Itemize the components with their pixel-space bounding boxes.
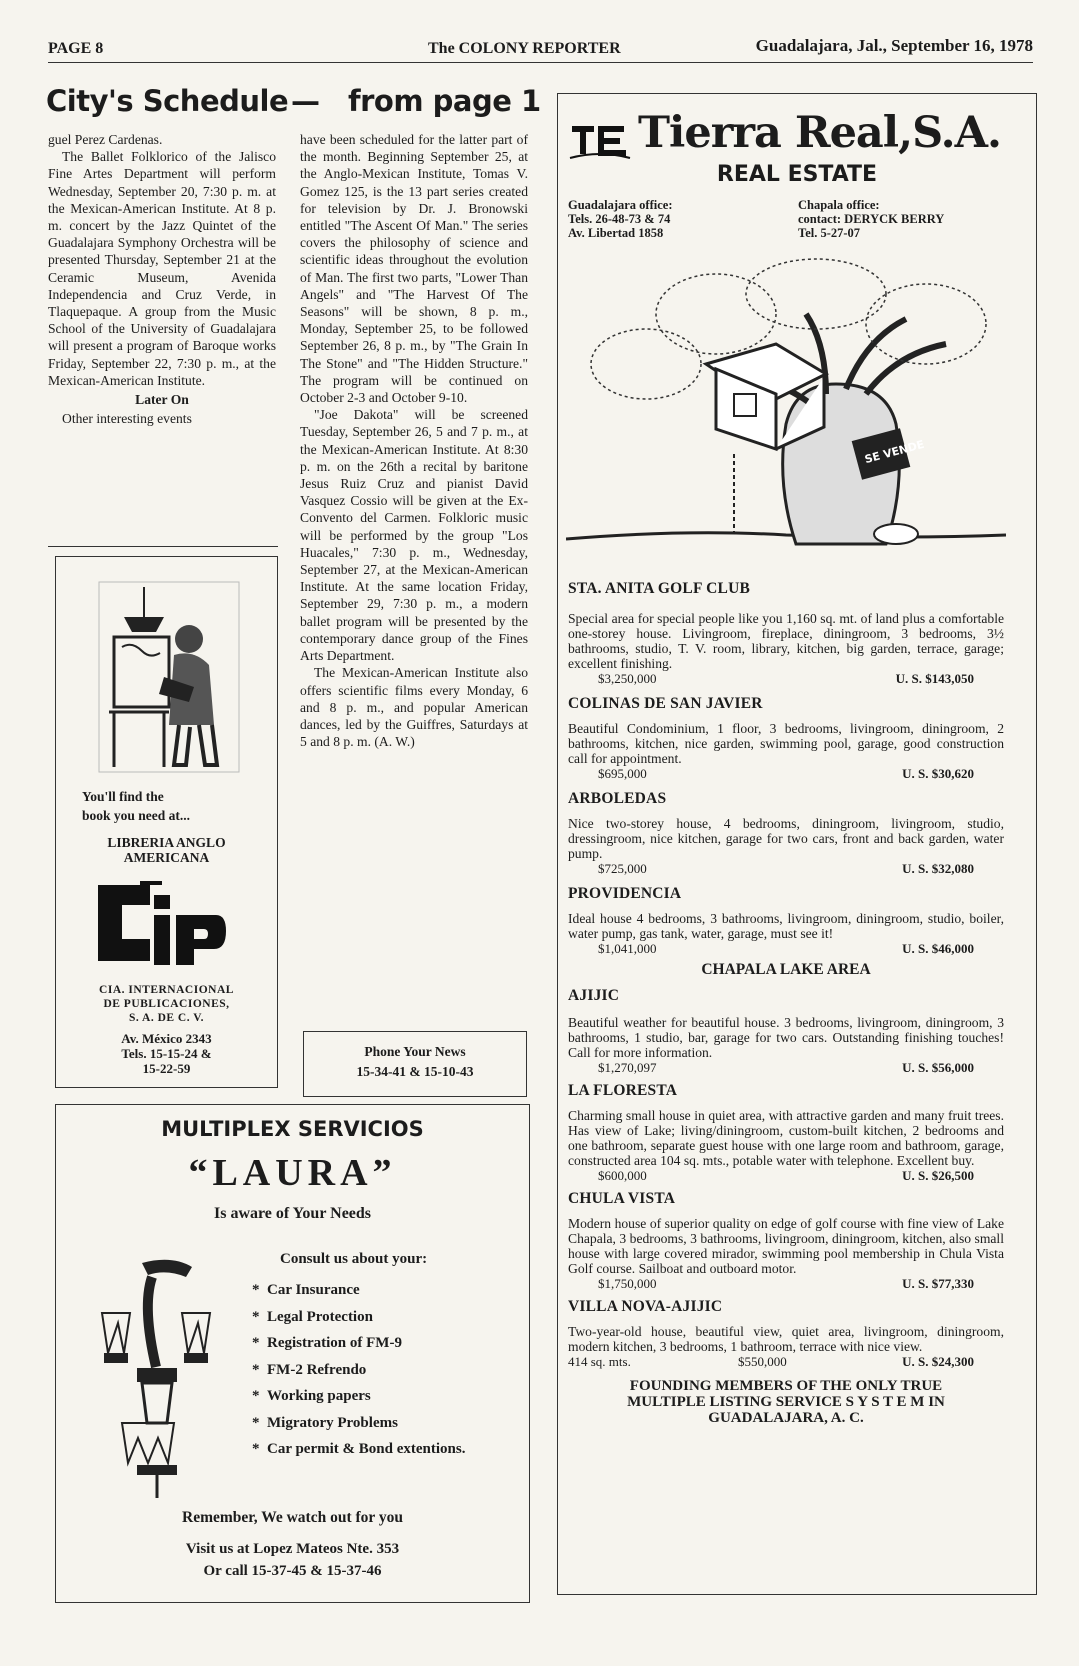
- services-list: [252, 1277, 502, 1458]
- gdl-office-label: Guadalajara office:: [568, 198, 673, 212]
- service-item: * Legal Protection: [252, 1308, 373, 1325]
- reader-illustration: [94, 577, 244, 777]
- article-column-2: [300, 131, 528, 750]
- bookstore-tagline: [82, 787, 190, 825]
- listing: [568, 695, 1004, 780]
- multiplex-title: MULTIPLEX SERVICIOS: [161, 1117, 424, 1141]
- listing-price: [568, 1168, 1004, 1182]
- article-subhead: Later On: [135, 392, 189, 408]
- newspaper-name: The COLONY REPORTER: [428, 40, 621, 57]
- service-item: * Car permit & Bond extentions.: [252, 1441, 466, 1457]
- price-pesos: $1,270,097: [598, 1060, 657, 1075]
- bookstore-name-line-2: AMERICANA: [123, 850, 210, 865]
- bookstore-contact: [56, 1031, 277, 1076]
- bookstore-address: Av. México 2343: [121, 1031, 212, 1046]
- column-divider: [48, 546, 278, 547]
- listing-description: Nice two-storey house, 4 bedrooms, diningroom, livingroom, studio, dressingroom, nice kitchen, garage for two cars, front and back garden, water pump.: [568, 816, 1004, 861]
- article-paragraph: have been scheduled for the latter part of the month. Beginning September 25, at the Anglo-Mexican Institute, Tomas V. Gomez 125, is the 13 part series created for television by Dr. J. Bronowski entitled "The Ascent Of Man." The series covers the philosophy of science and scientific ideas throughout the evolution of Man. The first two parts, "Lower Than Angels" and "The Harvest Of The Seasons" will be shown, 8 p. m., Monday, September 25, to be followed September 26, 8 p. m., by "The Grain In The Stone" and "The Hidden Structure." The program will be continued on October 2-3 and October 9-10.: [300, 132, 528, 406]
- price-pesos: $3,250,000: [598, 671, 657, 686]
- consult-heading: Consult us about your:: [280, 1251, 428, 1267]
- price-usd: U. S. $46,000: [902, 941, 974, 956]
- listing-name: CHULA VISTA: [568, 1190, 676, 1207]
- listing-name: VILLA NOVA-AJIJIC: [568, 1298, 723, 1315]
- call-line: Or call 15-37-45 & 15-37-46: [203, 1563, 382, 1579]
- price-pesos: $695,000: [598, 766, 647, 781]
- se-vende-sign: SE VENDE: [863, 437, 926, 467]
- service-item: * Registration of FM-9: [252, 1335, 402, 1351]
- bookstore-name: [56, 835, 277, 865]
- listing-price: [568, 1060, 1004, 1074]
- realestate-subtitle: REAL ESTATE: [716, 162, 878, 187]
- price-usd: U. S. $56,000: [902, 1060, 974, 1075]
- tagline-line-2: book you need at...: [82, 808, 191, 823]
- listing-name: LA FLORESTA: [568, 1082, 678, 1099]
- bookstore-company: [56, 983, 277, 1025]
- listing-description: Two-year-old house, beautiful view, quiet area, livingroom, diningroom, modern kitchen, 3 bedrooms, 1 bathroom, terrace with nice view.: [568, 1324, 1004, 1354]
- listing-price: [568, 766, 1004, 780]
- price-pesos: $725,000: [598, 861, 647, 876]
- company-line-1: CIA. INTERNACIONAL: [99, 984, 234, 996]
- listing-name: STA. ANITA GOLF CLUB: [568, 580, 751, 597]
- listing: [568, 1082, 1004, 1182]
- footer-line-2: MULTIPLE LISTING SERVICE S Y S T E M IN: [627, 1394, 945, 1410]
- footer-line-3: GUADALAJARA, A. C.: [708, 1410, 864, 1426]
- listing: [568, 1298, 1004, 1368]
- multiplex-ad: [55, 1104, 530, 1603]
- chapala-area-heading: CHAPALA LAKE AREA: [701, 961, 871, 978]
- listing: [568, 987, 1004, 1074]
- price-usd: U. S. $24,300: [902, 1354, 974, 1369]
- tagline-line-1: You'll find the: [82, 789, 164, 804]
- listings-guadalajara: [568, 580, 1004, 1426]
- chapala-office-label: Chapala office:: [798, 198, 880, 212]
- article-paragraph: The Ballet Folklorico of the Jalisco Fine Artes Department will perform Wednesday, September 20, 7:30 p. m. at the Mexican-American Institute. At 8 p. m. concert by the Jazz Quintet of the Guadalajara Symphony Orchestra will be presented Thursday, September 21 at the Ceramic Museum, Avenida Independencia and Cruz Verde, in Tlaquepaque. A group from the Music School of the University of Guadalajara will present a program of Baroque works Friday, September 22, 7:30 p. m., at the Mexican-American Institute.: [48, 149, 276, 388]
- listing: [568, 580, 1004, 685]
- realestate-footer: [568, 1378, 1004, 1426]
- gdl-office-address: Av. Libertad 1858: [568, 226, 664, 240]
- bookstore-phones: Tels. 15-15-24 &: [121, 1046, 212, 1061]
- article-paragraph: "Joe Dakota" will be screened Tuesday, September 26, 5 and 7 p. m., at the Mexican-American Institute. At 8:30 p. m. on the 26th a recital by baritone Jesus Ruiz Cruz and pianist David Vasquez Cossio will be given at the Ex-Convento del Carmen. Folkloric music will be performed by the group "Los Huacales," 7:30 p. m., Wednesday, September 27, at the Mexican-American Institute. At the same location Friday, September 29, 7:30 p. m., a modern ballet program will be presented by the contemporary dance group of the Fines Arts Department.: [300, 407, 528, 664]
- article-headline: [46, 84, 541, 124]
- listing-description: Modern house of superior quality on edge of golf course with fine view of Lake Chapala, 3 bedrooms, 3 bathrooms, livingroom, diningroom, kitchen, also small house with large covered mirador, swimming pool membership in Chula Vista Golf course. Sailboat and outboard motor.: [568, 1216, 1004, 1276]
- listing-price: [568, 861, 1004, 875]
- masthead: [48, 36, 1033, 58]
- guadalajara-office: [568, 198, 673, 240]
- tierra-logo-icon: [568, 120, 632, 160]
- chapala-office-contact: contact: DERYCK BERRY: [798, 212, 945, 226]
- listing-description: Beautiful weather for beautiful house. 3 bedrooms, livingroom, diningroom, 3 bathrooms, 1 studio, bar, garage for two cars. Outstanding finishing touches! Call for more information.: [568, 1015, 1004, 1060]
- price-usd: U. S. $77,330: [902, 1276, 974, 1291]
- price-usd: U. S. $32,080: [902, 861, 974, 876]
- realestate-brand: Tierra Real,S.A.: [638, 108, 1001, 158]
- multiplex-tagline: Is aware of Your Needs: [213, 1205, 372, 1222]
- service-item: * Migratory Problems: [252, 1414, 398, 1431]
- gdl-office-phones: Tels. 26-48-73 & 74: [568, 212, 671, 226]
- company-line-3: S. A. DE C. V.: [129, 1012, 204, 1024]
- emblem-icon: [82, 1253, 222, 1503]
- price-pesos: $600,000: [598, 1168, 647, 1183]
- headline-right: from page 1: [348, 84, 541, 118]
- bookstore-name-line-1: LIBRERIA ANGLO: [107, 835, 226, 850]
- footer-line-1: FOUNDING MEMBERS OF THE ONLY TRUE: [629, 1378, 943, 1394]
- service-item: * Car Insurance: [252, 1282, 360, 1298]
- price-pesos: $1,041,000: [598, 941, 657, 956]
- article-paragraph: guel Perez Cardenas.: [48, 132, 163, 147]
- price-usd: U. S. $26,500: [902, 1168, 974, 1183]
- price-usd: U. S. $30,620: [902, 766, 974, 781]
- chapala-office-phone: Tel. 5-27-07: [798, 226, 861, 240]
- cip-logo-icon: [96, 881, 226, 965]
- price-pesos: $1,750,000: [598, 1276, 657, 1291]
- service-item: * Working papers: [252, 1388, 371, 1404]
- price-pesos: $550,000: [738, 1354, 787, 1369]
- page-number: PAGE 8: [48, 40, 104, 57]
- listing-area: 414 sq. mts.: [568, 1354, 631, 1369]
- service-item: * FM-2 Refrendo: [252, 1361, 367, 1378]
- headline-left: City's Schedule: [46, 84, 289, 118]
- phone-news-box: [303, 1031, 527, 1097]
- listing-name: ARBOLEDAS: [568, 790, 667, 807]
- remember-line: Remember, We watch out for you: [182, 1509, 403, 1526]
- masthead-rule: [48, 62, 1033, 63]
- phone-box-line-1: Phone Your News: [364, 1044, 466, 1059]
- dateline: Guadalajara, Jal., September 16, 1978: [755, 36, 1033, 55]
- listing-price: [568, 1354, 1004, 1368]
- listing-price: [568, 671, 1004, 685]
- bookstore-ad: [55, 556, 278, 1088]
- listing-description: Beautiful Condominium, 1 floor, 3 bedrooms, livingroom, diningroom, 2 bathrooms, kitchen, nice garden, swimming pool, garage, good construction call for appointment.: [568, 721, 1004, 766]
- price-usd: U. S. $143,050: [895, 671, 974, 686]
- listing-name: AJIJIC: [568, 987, 620, 1004]
- listing: [568, 790, 1004, 875]
- listing: [568, 885, 1004, 955]
- phone-box-line-2: 15-34-41 & 15-10-43: [356, 1064, 474, 1079]
- listing-price: [568, 1276, 1004, 1290]
- listing-name: COLINAS DE SAN JAVIER: [568, 695, 763, 712]
- listing-description: Charming small house in quiet area, with attractive garden and many fruit trees. Has view of Lake; living/diningroom, custom-built kitchen, 2 bedrooms and one bathroom, separate guest house with one large room and bathroom, garage, constructed area 104 sq. mts., potable water with telephone. Excellent buy.: [568, 1108, 1004, 1168]
- listing: [568, 1190, 1004, 1290]
- multiplex-name: “LAURA”: [188, 1152, 397, 1194]
- listing-price: [568, 941, 1004, 955]
- chapala-office: [798, 198, 944, 240]
- headline-dash: —: [291, 84, 320, 118]
- listing-description: Ideal house 4 bedrooms, 3 bathrooms, livingroom, diningroom, studio, boiler, water pump, gas tank, water, garage, must see it!: [568, 911, 1004, 941]
- article-paragraph: The Mexican-American Institute also offers scientific films every Monday, 6 and 8 p. m., and popular American dances, led by the Guiffres, Saturdays at 5 and 8 p. m. (A. W.): [300, 665, 528, 750]
- listing-name: PROVIDENCIA: [568, 885, 682, 902]
- company-line-2: DE PUBLICACIONES,: [103, 998, 230, 1010]
- realestate-ad: [557, 93, 1037, 1595]
- bookstore-phones-2: 15-22-59: [142, 1061, 191, 1076]
- article-column-1: [48, 131, 276, 427]
- listing-description: Special area for special people like you 1,160 sq. mt. of land plus a comfortable one-storey house. Livingroom, fireplace, diningroom, 3 bedrooms, 3½ bathrooms, studio, T. V. room, library, kitchen, big garden, terrace, garage; excellent finishing.: [568, 611, 1004, 671]
- visit-line: Visit us at Lopez Mateos Nte. 353: [185, 1541, 400, 1557]
- article-paragraph: Other interesting events: [62, 411, 192, 427]
- treehouse-illustration: [566, 254, 1006, 554]
